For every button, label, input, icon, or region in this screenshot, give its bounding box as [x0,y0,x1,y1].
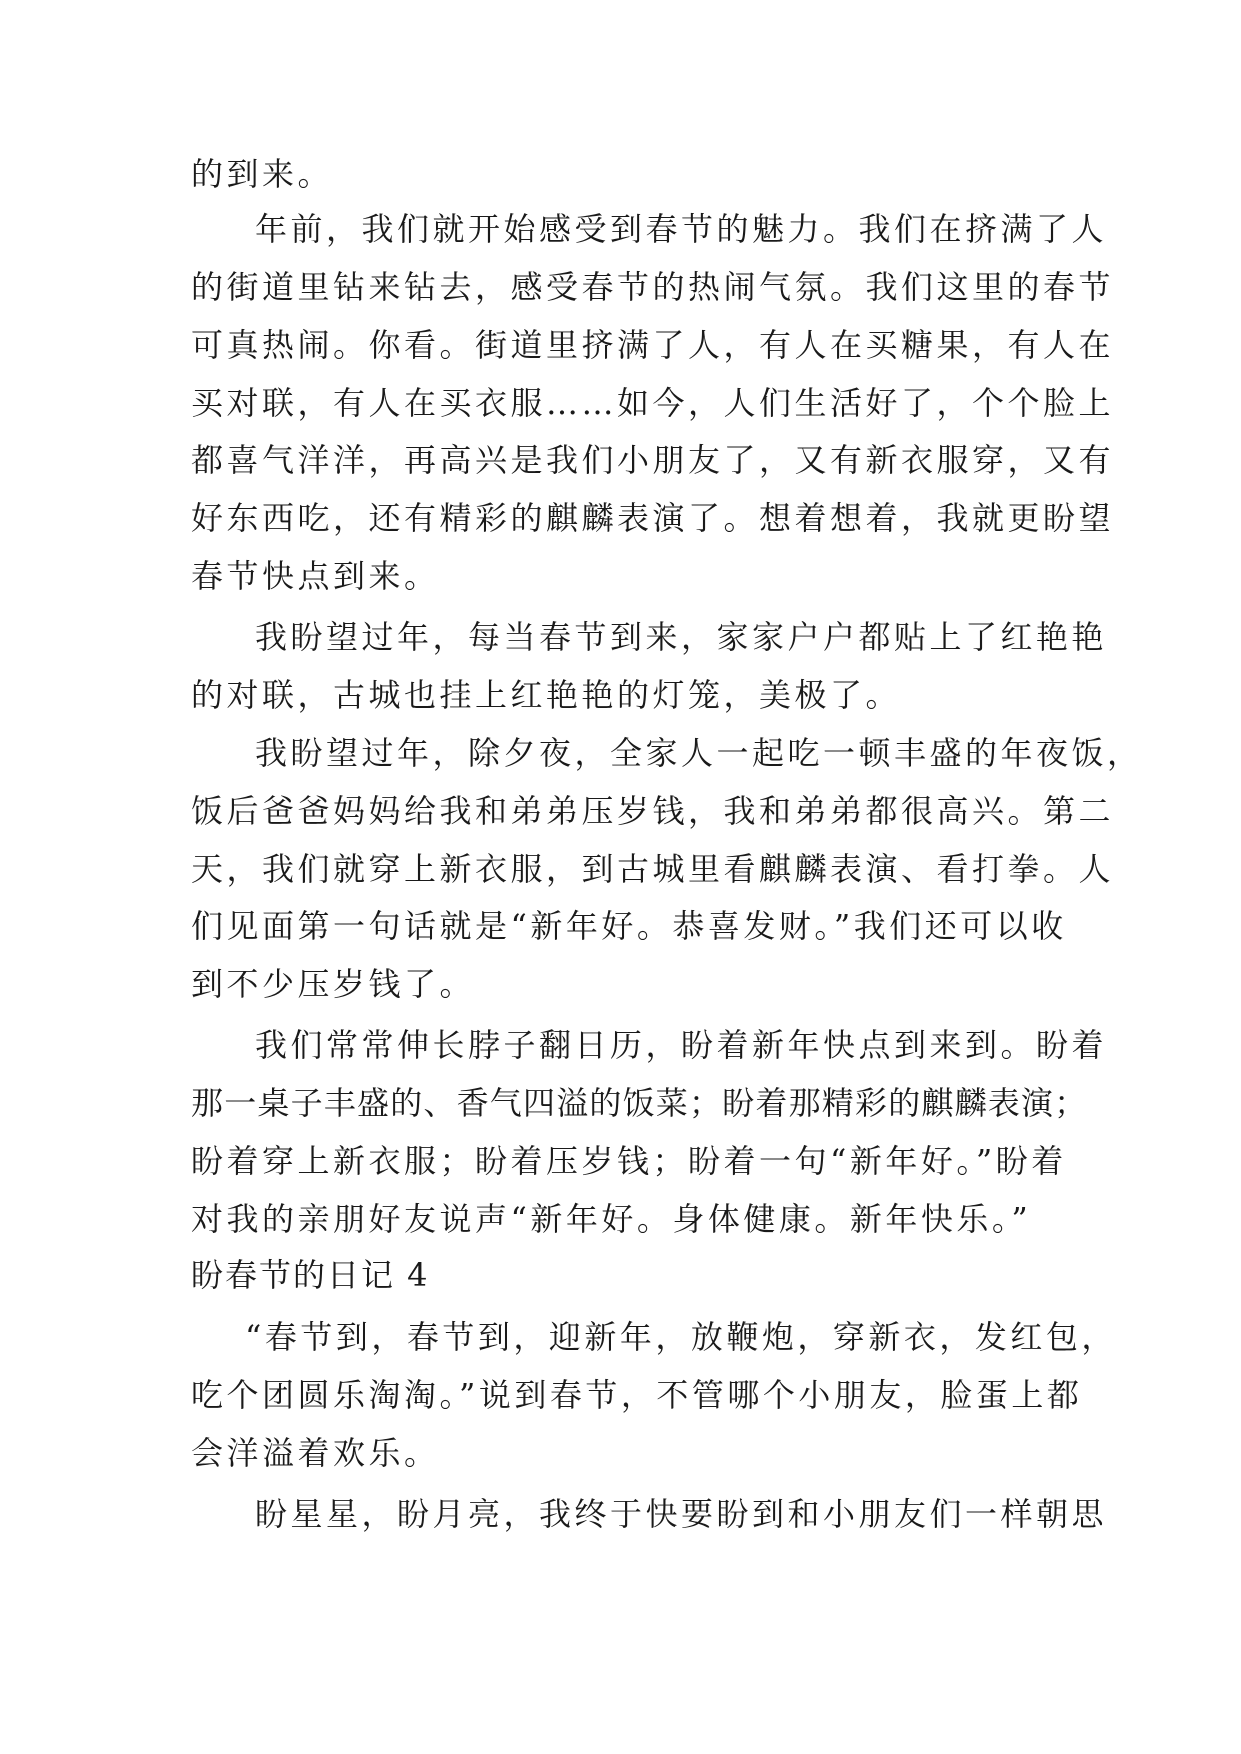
paragraph-first-line: 我们常常伸长脖子翻日历，盼着新年快点到来到。盼着 [255,1026,1108,1064]
text-line: 会洋溢着欢乐。 [191,1434,440,1472]
text-line: 的对联，古城也挂上红艳艳的灯笼，美极了。 [191,676,902,714]
text-line: 春节快点到来。 [191,557,440,595]
text-line: 吃个团圆乐淘淘。”说到春节，不管哪个小朋友，脸蛋上都 [191,1376,1083,1414]
text-line: 饭后爸爸妈妈给我和弟弟压岁钱，我和弟弟都很高兴。第二 [191,792,1115,830]
paragraph-first-line: 年前，我们就开始感受到春节的魅力。我们在挤满了人 [255,210,1108,248]
paragraph-first-line: 我盼望过年，除夕夜，全家人一起吃一顿丰盛的年夜饭， [255,734,1143,772]
text-line: 好东西吃，还有精彩的麒麟表演了。想着想着，我就更盼望 [191,499,1115,537]
text-line: 那一桌子丰盛的、香气四溢的饭菜；盼着那精彩的麒麟表演； [191,1084,1088,1122]
text-line: 的街道里钻来钻去，感受春节的热闹气氛。我们这里的春节 [191,268,1115,306]
text-line: 都喜气洋洋，再高兴是我们小朋友了，又有新衣服穿，又有 [191,441,1115,479]
text-line: 盼着穿上新衣服；盼着压岁钱；盼着一句“新年好。”盼着 [191,1142,1067,1180]
text-line: 对我的亲朋好友说声“新年好。身体健康。新年快乐。” [191,1200,1032,1238]
paragraph-first-line: 我盼望过年，每当春节到来，家家户户都贴上了红艳艳 [255,618,1108,656]
text-line: 可真热闹。你看。街道里挤满了人，有人在买糖果，有人在 [191,326,1115,364]
text-line: 买对联，有人在买衣服……如今，人们生活好了，个个脸上 [191,384,1115,422]
section-heading: 盼春节的日记 4 [191,1256,430,1294]
paragraph-first-line: “春节到，春节到，迎新年，放鞭炮，穿新衣，发红包， [245,1318,1117,1356]
text-line: 天，我们就穿上新衣服，到古城里看麒麟表演、看打拳。人 [191,850,1115,888]
text-line: 的到来。 [191,155,334,193]
paragraph-first-line: 盼星星，盼月亮，我终于快要盼到和小朋友们一样朝思 [255,1495,1108,1533]
text-line: 们见面第一句话就是“新年好。恭喜发财。”我们还可以收 [191,907,1067,945]
text-line: 到不少压岁钱了。 [191,965,476,1003]
